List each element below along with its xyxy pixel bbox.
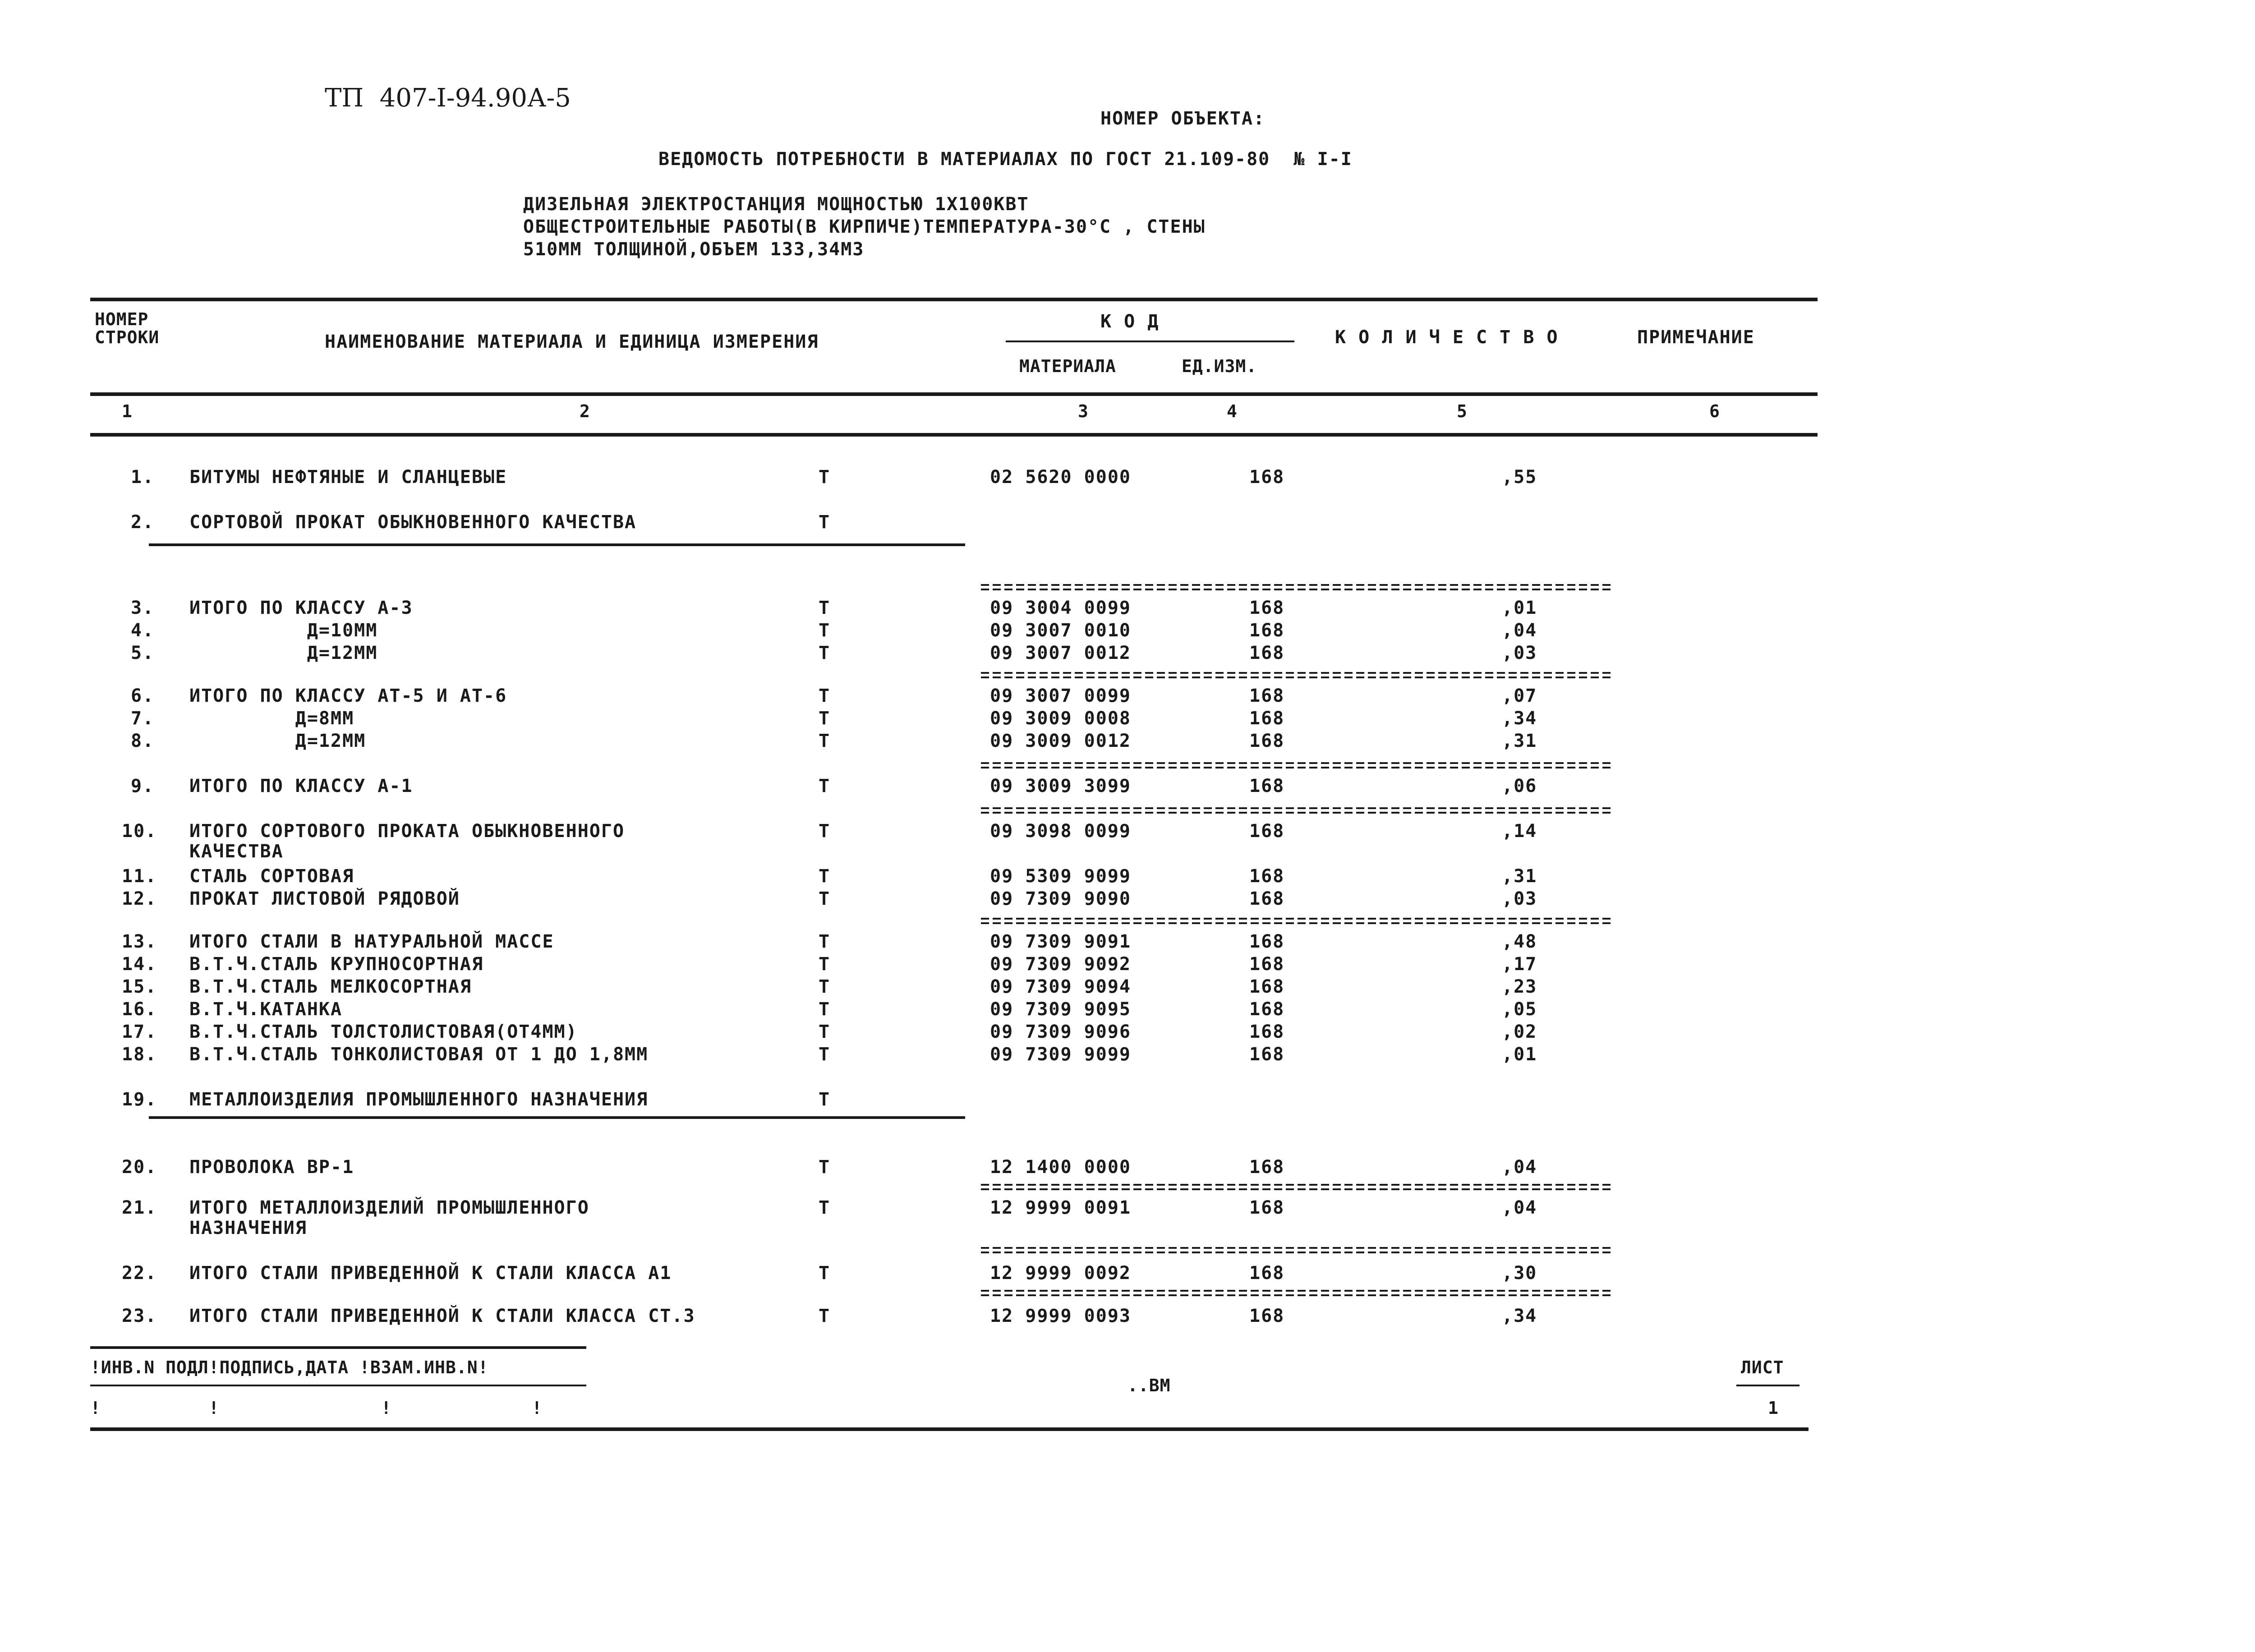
material-name: ИТОГО МЕТАЛЛОИЗДЕЛИЙ ПРОМЫШЛЕННОГО bbox=[189, 1197, 589, 1218]
material-code: 09 7309 9099 bbox=[990, 1044, 1131, 1065]
quantity: ,05 bbox=[1502, 999, 1537, 1020]
unit: Т bbox=[819, 598, 831, 618]
col-num-4: 4 bbox=[1227, 401, 1238, 421]
quantity: ,30 bbox=[1502, 1263, 1537, 1284]
quantity: ,04 bbox=[1502, 1157, 1537, 1178]
unit: Т bbox=[819, 821, 831, 842]
material-code: 09 7309 9094 bbox=[990, 976, 1131, 997]
approval-stamp-labels: !ИНВ.N ПОДЛ!ПОДПИСЬ,ДАТА !ВЗАМ.ИНВ.N! bbox=[90, 1357, 489, 1377]
unit: Т bbox=[819, 1022, 831, 1042]
material-code: 09 3098 0099 bbox=[990, 821, 1131, 842]
material-name-cont: КАЧЕСТВА bbox=[189, 841, 284, 862]
unit: Т bbox=[819, 954, 831, 975]
quantity: ,14 bbox=[1502, 821, 1537, 842]
material-code: 09 7309 9095 bbox=[990, 999, 1131, 1020]
unit: Т bbox=[819, 976, 831, 997]
unit: Т bbox=[819, 1089, 831, 1110]
unit: Т bbox=[819, 467, 831, 488]
unit-code: 168 bbox=[1249, 467, 1285, 488]
doc-code: ТП 407-I-94.90А-5 bbox=[325, 83, 571, 113]
col-num-6: 6 bbox=[1709, 401, 1720, 421]
quantity: ,48 bbox=[1502, 931, 1537, 952]
section-rule bbox=[149, 1116, 965, 1119]
material-code: 02 5620 0000 bbox=[990, 467, 1131, 488]
material-name: ПРОКАТ ЛИСТОВОЙ РЯДОВОЙ bbox=[189, 888, 460, 909]
unit: Т bbox=[819, 708, 831, 729]
material-name: ИТОГО СТАЛИ В НАТУРАЛЬНОЙ МАССЕ bbox=[189, 931, 554, 952]
material-code: 12 1400 0000 bbox=[990, 1157, 1131, 1178]
quantity: ,31 bbox=[1502, 866, 1537, 887]
row-number: 6. bbox=[131, 686, 155, 706]
quantity: ,01 bbox=[1502, 598, 1537, 618]
unit: Т bbox=[819, 643, 831, 663]
material-code: 12 9999 0091 bbox=[990, 1197, 1131, 1218]
unit-code: 168 bbox=[1249, 731, 1285, 751]
unit-code: 168 bbox=[1249, 888, 1285, 909]
unit: Т bbox=[819, 888, 831, 909]
col-num-5: 5 bbox=[1457, 401, 1468, 421]
material-name: СТАЛЬ СОРТОВАЯ bbox=[189, 866, 354, 887]
row-number: 10. bbox=[122, 821, 157, 842]
row-number: 17. bbox=[122, 1022, 157, 1042]
col-code-unit-header: ЕД.ИЗМ. bbox=[1182, 356, 1257, 376]
row-number: 19. bbox=[122, 1089, 157, 1110]
double-separator bbox=[981, 1290, 1612, 1297]
unit-code: 168 bbox=[1249, 954, 1285, 975]
material-name: Д=12ММ bbox=[189, 643, 378, 663]
row-number: 14. bbox=[122, 954, 157, 975]
double-separator bbox=[981, 672, 1612, 679]
material-name: ПРОВОЛОКА ВР-1 bbox=[189, 1157, 354, 1178]
quantity: ,03 bbox=[1502, 888, 1537, 909]
footer-mid-mark: ..ВМ bbox=[1128, 1376, 1171, 1395]
unit: Т bbox=[819, 1306, 831, 1326]
unit-code: 168 bbox=[1249, 1197, 1285, 1218]
double-separator bbox=[981, 1247, 1612, 1254]
material-name: Д=12ММ bbox=[189, 731, 366, 751]
material-code: 09 5309 9099 bbox=[990, 866, 1131, 887]
quantity: ,23 bbox=[1502, 976, 1537, 997]
unit-code: 168 bbox=[1249, 776, 1285, 796]
material-name: ИТОГО ПО КЛАССУ АТ-5 И АТ-6 bbox=[189, 686, 507, 706]
quantity: ,04 bbox=[1502, 1197, 1537, 1218]
col-row-no-header: НОМЕР СТРОКИ bbox=[95, 309, 160, 347]
sheet-rule bbox=[1736, 1385, 1799, 1386]
row-number: 18. bbox=[122, 1044, 157, 1065]
row-number: 11. bbox=[122, 866, 157, 887]
material-code: 09 3007 0099 bbox=[990, 686, 1131, 706]
material-code: 09 3009 3099 bbox=[990, 776, 1131, 796]
row-number: 4. bbox=[131, 620, 155, 641]
unit-code: 168 bbox=[1249, 821, 1285, 842]
row-number: 1. bbox=[131, 467, 155, 488]
material-code: 09 7309 9096 bbox=[990, 1022, 1131, 1042]
unit: Т bbox=[819, 999, 831, 1020]
quantity: ,02 bbox=[1502, 1022, 1537, 1042]
col-num-2: 2 bbox=[580, 401, 590, 421]
unit: Т bbox=[819, 776, 831, 796]
row-number: 13. bbox=[122, 931, 157, 952]
code-header-rule bbox=[1006, 341, 1294, 342]
material-name: ИТОГО ПО КЛАССУ А-3 bbox=[189, 598, 413, 618]
unit: Т bbox=[819, 686, 831, 706]
double-separator bbox=[981, 1184, 1612, 1191]
col-num-1: 1 bbox=[122, 401, 133, 421]
material-code: 12 9999 0093 bbox=[990, 1306, 1131, 1326]
col-code-material-header: МАТЕРИАЛА bbox=[1019, 356, 1116, 376]
row-number: 7. bbox=[131, 708, 155, 729]
row-number: 8. bbox=[131, 731, 155, 751]
material-code: 09 3009 0008 bbox=[990, 708, 1131, 729]
quantity: ,34 bbox=[1502, 1306, 1537, 1326]
material-name: В.Т.Ч.СТАЛЬ КРУПНОСОРТНАЯ bbox=[189, 954, 484, 975]
row-number: 23. bbox=[122, 1306, 157, 1326]
unit: Т bbox=[819, 1263, 831, 1284]
quantity: ,04 bbox=[1502, 620, 1537, 641]
row-number: 5. bbox=[131, 643, 155, 663]
material-name: Д=10ММ bbox=[189, 620, 378, 641]
material-name: В.Т.Ч.СТАЛЬ ТОЛСТОЛИСТОВАЯ(ОТ4ММ) bbox=[189, 1022, 578, 1042]
quantity: ,07 bbox=[1502, 686, 1537, 706]
unit-code: 168 bbox=[1249, 1263, 1285, 1284]
row-number: 20. bbox=[122, 1157, 157, 1178]
footer-mid-rule bbox=[90, 1385, 586, 1386]
unit-code: 168 bbox=[1249, 620, 1285, 641]
material-name: В.Т.Ч.СТАЛЬ МЕЛКОСОРТНАЯ bbox=[189, 976, 472, 997]
material-code: 09 3004 0099 bbox=[990, 598, 1131, 618]
material-name: ИТОГО ПО КЛАССУ А-1 bbox=[189, 776, 413, 796]
col-name-header: НАИМЕНОВАНИЕ МАТЕРИАЛА И ЕДИНИЦА ИЗМЕРЕНИЯ bbox=[325, 331, 819, 352]
material-name: В.Т.Ч.КАТАНКА bbox=[189, 999, 343, 1020]
description-line-1: ДИЗЕЛЬНАЯ ЭЛЕКТРОСТАНЦИЯ МОЩНОСТЬЮ 1Х100КВТ bbox=[523, 194, 1029, 215]
material-name: СОРТОВОЙ ПРОКАТ ОБЫКНОВЕННОГО КАЧЕСТВА bbox=[189, 512, 637, 533]
description-line-3: 510ММ ТОЛЩИНОЙ,ОБЪЕМ 133,34М3 bbox=[523, 239, 865, 260]
col-code-header: К О Д bbox=[1100, 311, 1160, 332]
unit-code: 168 bbox=[1249, 708, 1285, 729]
quantity: ,06 bbox=[1502, 776, 1537, 796]
row-number: 16. bbox=[122, 999, 157, 1020]
unit: Т bbox=[819, 512, 831, 533]
material-code: 09 7309 9091 bbox=[990, 931, 1131, 952]
material-name: ИТОГО СТАЛИ ПРИВЕДЕННОЙ К СТАЛИ КЛАССА СТ.3 bbox=[189, 1306, 695, 1326]
unit: Т bbox=[819, 931, 831, 952]
material-code: 09 7309 9092 bbox=[990, 954, 1131, 975]
quantity: ,55 bbox=[1502, 467, 1537, 488]
col-qty-header: К О Л И Ч Е С Т В О bbox=[1335, 327, 1559, 348]
material-name: ИТОГО СТАЛИ ПРИВЕДЕННОЙ К СТАЛИ КЛАССА А1 bbox=[189, 1263, 672, 1284]
material-code: 09 3007 0012 bbox=[990, 643, 1131, 663]
row-number: 12. bbox=[122, 888, 157, 909]
material-code: 09 7309 9090 bbox=[990, 888, 1131, 909]
sheet-label: ЛИСТ bbox=[1741, 1357, 1784, 1377]
double-separator bbox=[981, 584, 1612, 591]
numbers-bottom-rule bbox=[90, 433, 1818, 437]
quantity: ,34 bbox=[1502, 708, 1537, 729]
unit: Т bbox=[819, 1044, 831, 1065]
row-number: 21. bbox=[122, 1197, 157, 1218]
unit-code: 168 bbox=[1249, 1022, 1285, 1042]
unit: Т bbox=[819, 731, 831, 751]
material-name: МЕТАЛЛОИЗДЕЛИЯ ПРОМЫШЛЕННОГО НАЗНАЧЕНИЯ bbox=[189, 1089, 649, 1110]
unit-code: 168 bbox=[1249, 1044, 1285, 1065]
quantity: ,01 bbox=[1502, 1044, 1537, 1065]
header-bottom-rule bbox=[90, 392, 1818, 396]
footer-top-rule bbox=[90, 1346, 586, 1349]
material-name: В.Т.Ч.СТАЛЬ ТОНКОЛИСТОВАЯ ОТ 1 ДО 1,8ММ bbox=[189, 1044, 649, 1065]
unit-code: 168 bbox=[1249, 1157, 1285, 1178]
unit: Т bbox=[819, 1157, 831, 1178]
material-code: 09 3007 0010 bbox=[990, 620, 1131, 641]
approval-stamp-cells: ! ! ! ! bbox=[90, 1398, 543, 1418]
unit: Т bbox=[819, 1197, 831, 1218]
unit-code: 168 bbox=[1249, 598, 1285, 618]
double-separator bbox=[981, 807, 1612, 814]
footer-bottom-rule bbox=[90, 1427, 1809, 1431]
document-title: ВЕДОМОСТЬ ПОТРЕБНОСТИ В МАТЕРИАЛАХ ПО ГОСТ 21.109-80 № I-I bbox=[658, 149, 1353, 170]
double-separator bbox=[981, 918, 1612, 925]
table-top-rule bbox=[90, 298, 1818, 301]
material-name: ИТОГО СОРТОВОГО ПРОКАТА ОБЫКНОВЕННОГО bbox=[189, 821, 625, 842]
sheet-number: 1 bbox=[1768, 1398, 1779, 1418]
quantity: ,31 bbox=[1502, 731, 1537, 751]
row-number: 9. bbox=[131, 776, 155, 796]
row-number: 2. bbox=[131, 512, 155, 533]
object-number-label: НОМЕР ОБЪЕКТА: bbox=[1100, 108, 1266, 129]
unit-code: 168 bbox=[1249, 1306, 1285, 1326]
row-number: 15. bbox=[122, 976, 157, 997]
double-separator bbox=[981, 762, 1612, 769]
row-number: 3. bbox=[131, 598, 155, 618]
unit: Т bbox=[819, 620, 831, 641]
unit-code: 168 bbox=[1249, 866, 1285, 887]
unit-code: 168 bbox=[1249, 931, 1285, 952]
col-note-header: ПРИМЕЧАНИЕ bbox=[1637, 327, 1755, 348]
quantity: ,03 bbox=[1502, 643, 1537, 663]
material-code: 12 9999 0092 bbox=[990, 1263, 1131, 1284]
description-line-2: ОБЩЕСТРОИТЕЛЬНЫЕ РАБОТЫ(В КИРПИЧЕ)ТЕМПЕРАТУРА-30°С , СТЕНЫ bbox=[523, 216, 1206, 237]
material-code: 09 3009 0012 bbox=[990, 731, 1131, 751]
unit-code: 168 bbox=[1249, 999, 1285, 1020]
col-num-3: 3 bbox=[1078, 401, 1089, 421]
unit-code: 168 bbox=[1249, 976, 1285, 997]
unit-code: 168 bbox=[1249, 686, 1285, 706]
unit: Т bbox=[819, 866, 831, 887]
section-rule bbox=[149, 543, 965, 546]
quantity: ,17 bbox=[1502, 954, 1537, 975]
material-name-cont: НАЗНАЧЕНИЯ bbox=[189, 1218, 307, 1238]
material-name: Д=8ММ bbox=[189, 708, 354, 729]
material-name: БИТУМЫ НЕФТЯНЫЕ И СЛАНЦЕВЫЕ bbox=[189, 467, 507, 488]
row-number: 22. bbox=[122, 1263, 157, 1284]
unit-code: 168 bbox=[1249, 643, 1285, 663]
